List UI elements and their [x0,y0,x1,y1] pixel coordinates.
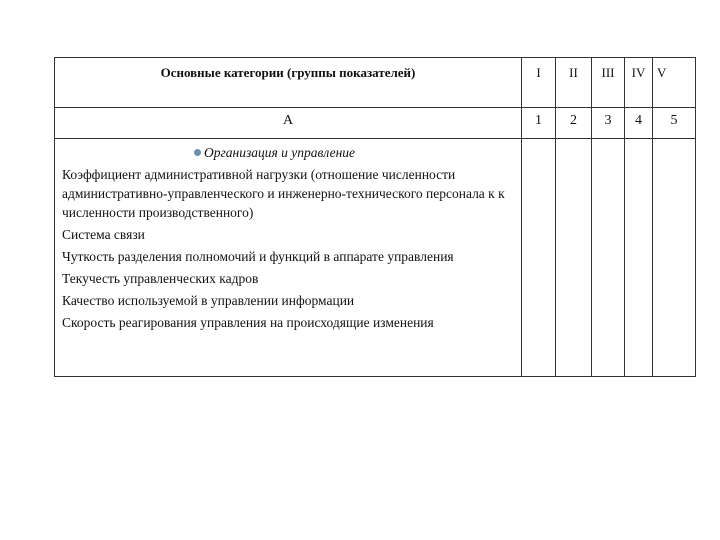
indicator-item: Система связи [62,227,145,242]
bullet-icon [194,149,201,156]
indicator-table [54,57,696,377]
section-cell [55,139,522,377]
value-cell-1 [522,139,556,377]
level-header-2: II [556,58,592,108]
column-letter-a: А [55,108,522,139]
column-number-row [55,108,696,139]
section-heading [62,145,521,161]
column-number-3: 3 [592,108,625,139]
column-number-2: 2 [556,108,592,139]
indicator-item: Текучесть управленческих кадров [62,271,259,286]
level-header-3: III [592,58,625,108]
value-cell-2 [556,139,592,377]
indicator-item: Коэффициент административной нагрузки (отношение численности административно-управленческого и инженерно-технического персонала к к численности производственного) [62,167,505,220]
value-cell-5 [653,139,696,377]
indicator-item: Чуткость разделения полномочий и функций в аппарате управления [62,249,454,264]
section-row [55,139,696,377]
indicator-item: Скорость реагирования управления на происходящие изменения [62,315,434,330]
section-title: Организация и управление [204,145,356,160]
column-number-4: 4 [625,108,653,139]
column-number-5: 5 [653,108,696,139]
category-header: Основные категории (группы показателей) [55,58,522,108]
level-header-1: I [522,58,556,108]
level-header-5: V [653,58,696,108]
value-cell-3 [592,139,625,377]
indicator-item: Качество используемой в управлении информации [62,293,355,308]
column-number-1: 1 [522,108,556,139]
value-cell-4 [625,139,653,377]
level-header-4: IV [625,58,653,108]
header-row [55,58,696,108]
